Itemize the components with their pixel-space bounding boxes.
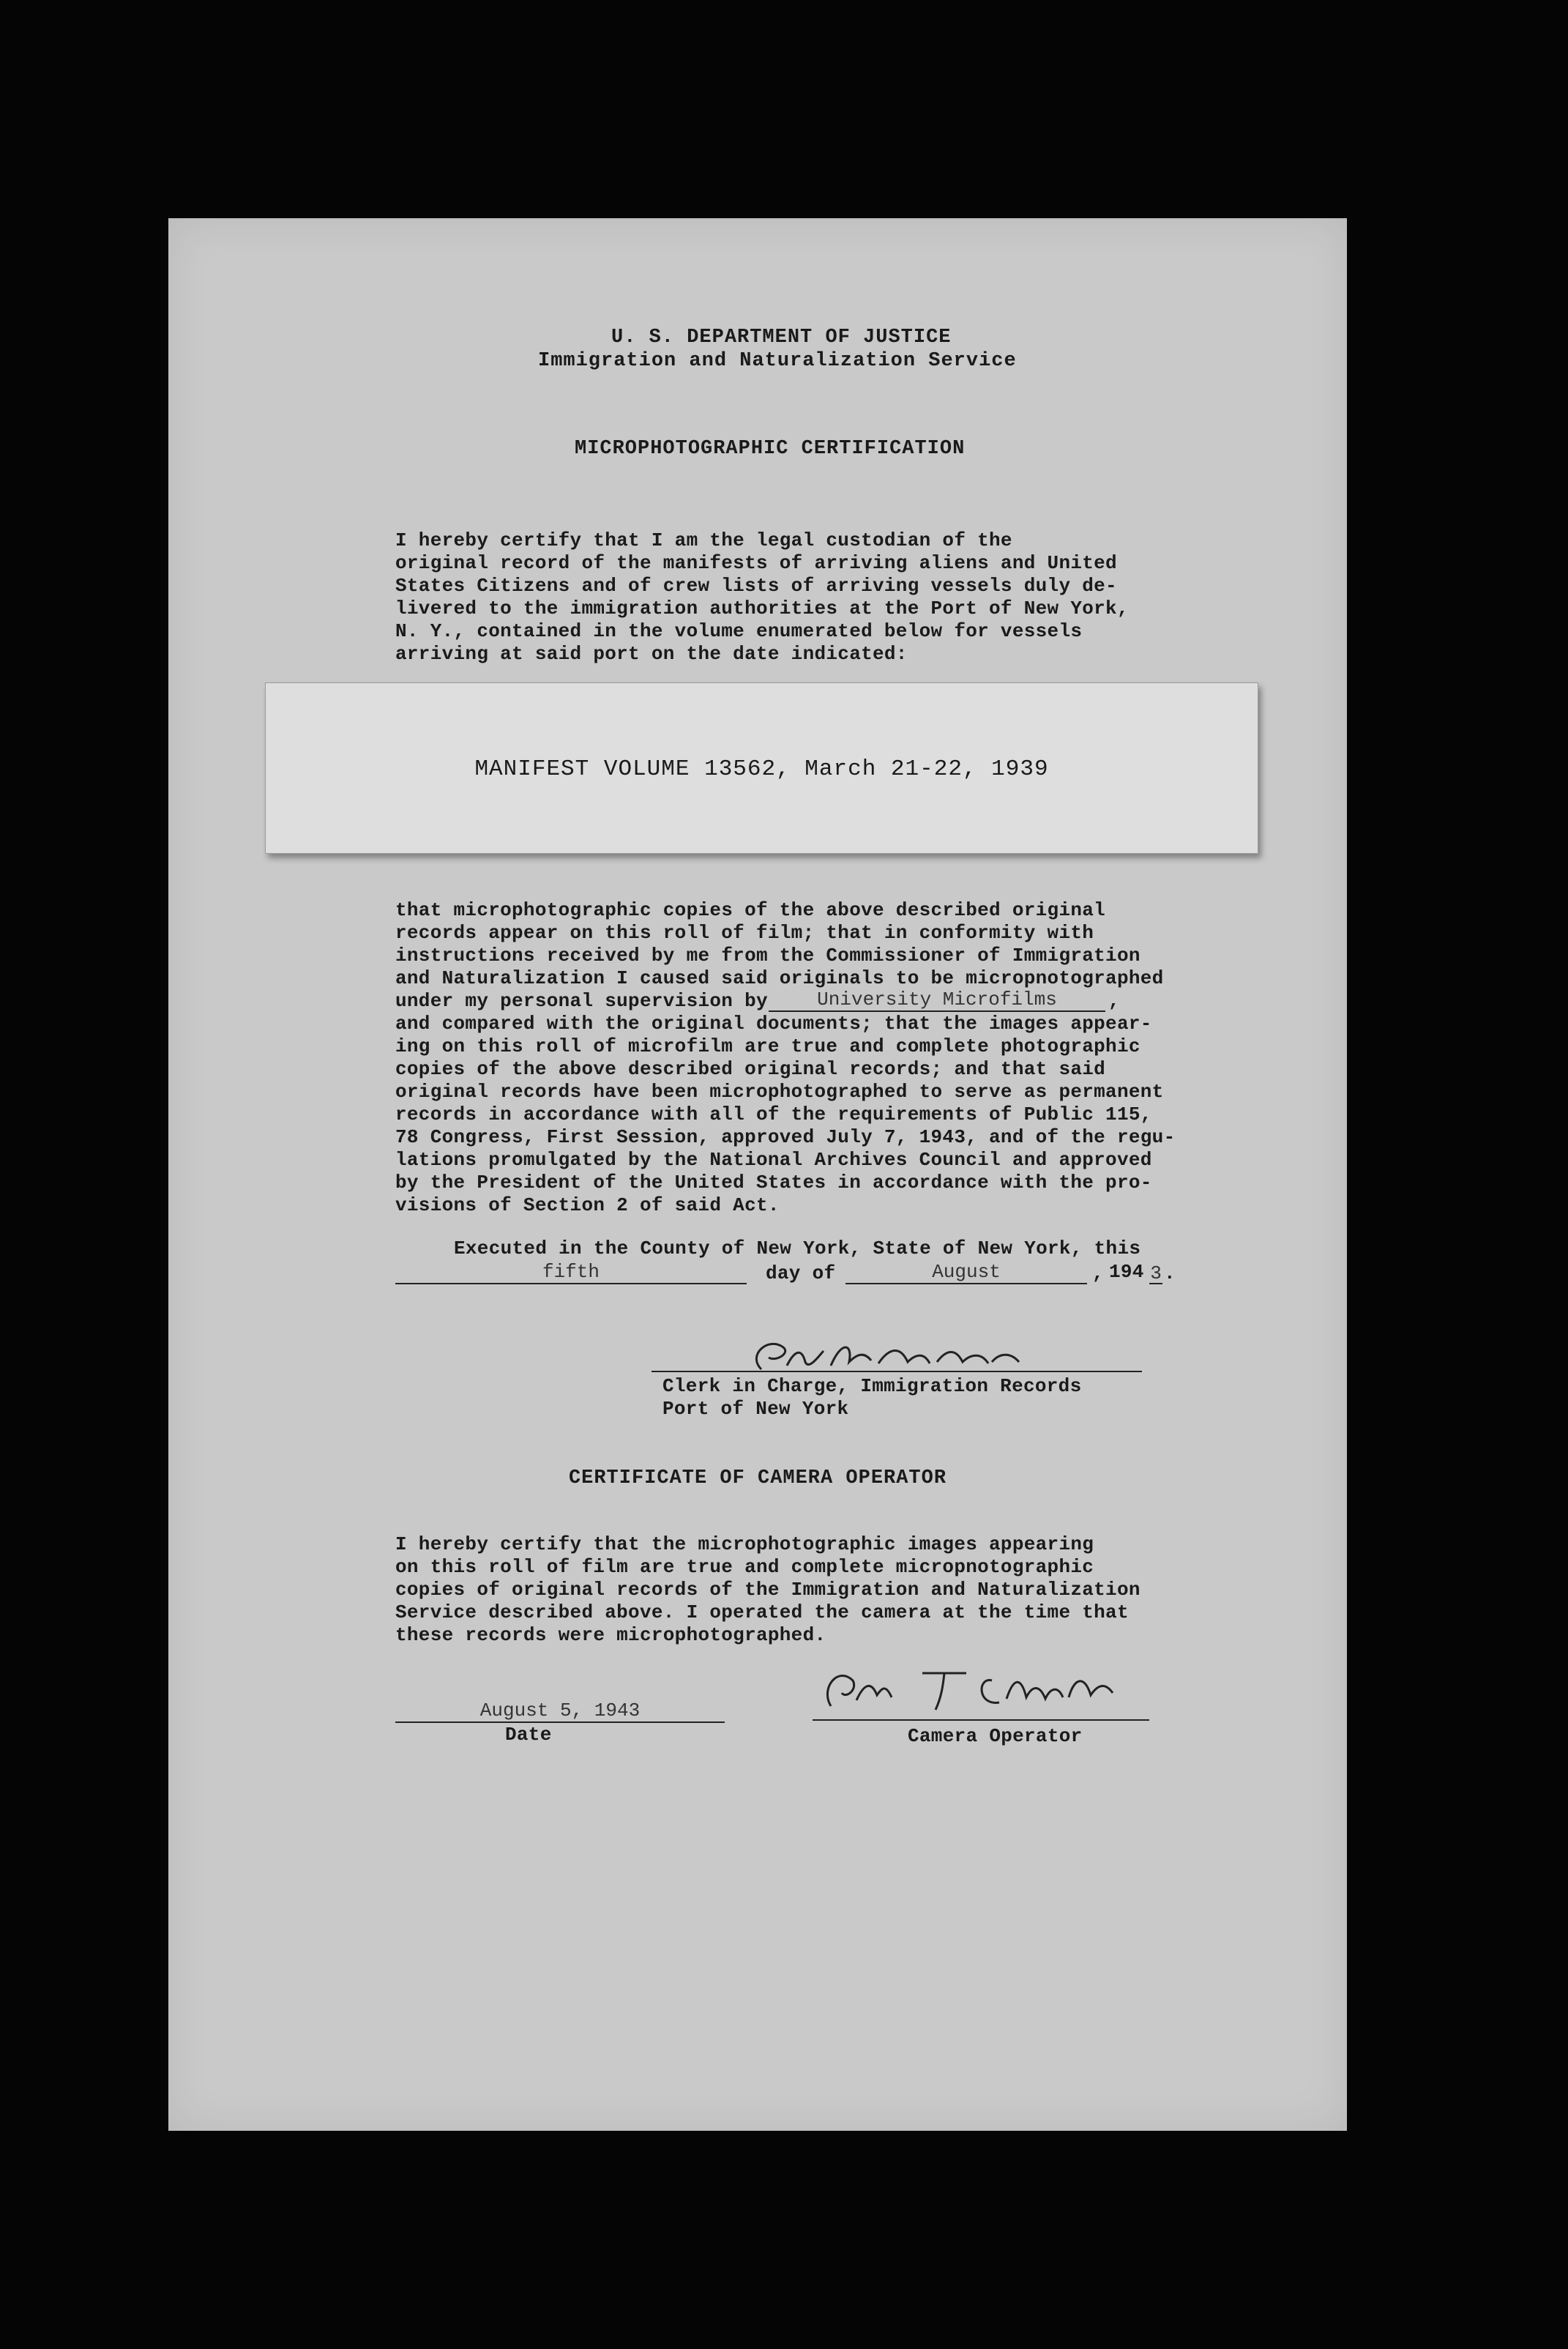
day-field: fifth <box>395 1261 747 1284</box>
year-prefix: 194 <box>1109 1261 1144 1283</box>
intro-line: livered to the immigration authorities at the Port of New York, <box>395 598 1129 619</box>
body-line: by the President of the United States in accordance with the pro- <box>395 1172 1152 1194</box>
month-field: August <box>845 1261 1087 1284</box>
camera-line: I hereby certify that the microphotographic images appearing <box>395 1533 1094 1555</box>
manifest-strip <box>265 682 1258 854</box>
day-of-label: day of <box>766 1262 836 1284</box>
body-line: records in accordance with all of the requirements of Public 115, <box>395 1103 1152 1125</box>
supervisor-field: University Microfilms <box>769 989 1105 1012</box>
intro-line: I hereby certify that I am the legal custodian of the <box>395 529 1012 551</box>
operator-label: Camera Operator <box>908 1725 1083 1747</box>
clerk-port: Port of New York <box>662 1398 849 1420</box>
intro-line: arriving at said port on the date indicated: <box>395 643 908 665</box>
camera-line: these records were microphotographed. <box>395 1624 826 1646</box>
year-suffix: 3 <box>1150 1262 1162 1284</box>
body-line: 78 Congress, First Session, approved July 7, 1943, and of the regu- <box>395 1126 1176 1148</box>
body-line: original records have been microphotographed to serve as permanent <box>395 1081 1164 1103</box>
body-line: records appear on this roll of film; that in conformity with <box>395 922 1094 944</box>
body-line: ing on this roll of microfilm are true and complete photographic <box>395 1035 1140 1057</box>
camera-line: on this roll of film are true and complete micropnotographic <box>395 1556 1094 1578</box>
camera-line: Service described above. I operated the camera at the time that <box>395 1601 1129 1623</box>
body-line: lations promulgated by the National Archives Council and approved <box>395 1149 1152 1171</box>
intro-line: N. Y., contained in the volume enumerated below for vessels <box>395 620 1083 642</box>
body-line: instructions received by me from the Commissioner of Immigration <box>395 945 1140 967</box>
camera-certificate-title: CERTIFICATE OF CAMERA OPERATOR <box>568 1467 947 1489</box>
clerk-title: Clerk in Charge, Immigration Records <box>662 1375 1082 1397</box>
body-line: under my personal supervision by <box>395 990 768 1012</box>
department-heading: U. S. DEPARTMENT OF JUSTICE <box>611 327 952 349</box>
body-line: that microphotographic copies of the above described original <box>395 899 1106 921</box>
document-page: U. S. DEPARTMENT OF JUSTICE Immigration and Naturalization Service MICROPHOTOGRAPHIC CERTIFICATION I hereby certify that I am the legal custodian of the original record of the manifests of arriving aliens and United States Citizens and of crew lists of arriving vessels duly de- livered to the immigration authorities at the Port of New York, N. Y., contained in the volume enumerated below for vessels arriving at said port on the date indicated: that microphotographic copies of the above described original records appear on this roll of film; that in conformity with instructions received by me from the Commissioner of Immigration and Naturalization I caused said originals to be micropnotographed under my personal supervision by University Microfilms , and compared with the original documents; that the images appear- ing on this roll of microfilm are true and complete photographic copies of the above described original records; and that said original records have been microphotographed to serve as permanent records in accordance with all of the requirements of Public 115, 78 Congress, First Session, approved July 7, 1943, and of the regu- lations promulgated by the National Archives Council and approved by the President of the United States in accordance with the pro- visions of Section 2 of said Act. Executed in the County of New York, State of New York, this fifth day of August , 194 3 . Clerk in Charge, Immigration Records Port of New York CERTIFICATE OF CAMERA OPERATOR I hereby certify that the microphotographic images appearing on this roll of film are true and complete micropnotographic copies of original records of the Immigration and Naturalization Service described above. I operated the camera at the time that these records were microphotographed. August 5, 1943 Date Camera Operator <box>168 218 1347 2131</box>
manifest-volume: MANIFEST VOLUME 13562, March 21-22, 1939 <box>474 756 1049 782</box>
certification-title: MICROPHOTOGRAPHIC CERTIFICATION <box>575 438 966 460</box>
intro-line: original record of the manifests of arriving aliens and United <box>395 552 1117 574</box>
body-line: copies of the above described original records; and that said <box>395 1058 1106 1080</box>
executed-line: Executed in the County of New York, State of New York, this <box>454 1237 1141 1259</box>
camera-line: copies of original records of the Immigration and Naturalization <box>395 1579 1140 1601</box>
body-line: visions of Section 2 of said Act. <box>395 1194 780 1216</box>
body-line: and compared with the original documents; that the images appear- <box>395 1013 1152 1035</box>
body-line: and Naturalization I caused said originals to be micropnotographed <box>395 967 1164 989</box>
service-heading: Immigration and Naturalization Service <box>538 350 1017 372</box>
operator-signature <box>813 1655 1142 1721</box>
operator-signature-line <box>813 1719 1149 1721</box>
date-field: August 5, 1943 <box>395 1700 725 1723</box>
intro-line: States Citizens and of crew lists of arriving vessels duly de- <box>395 575 1117 597</box>
date-label: Date <box>505 1724 552 1746</box>
clerk-signature-line <box>652 1371 1142 1372</box>
